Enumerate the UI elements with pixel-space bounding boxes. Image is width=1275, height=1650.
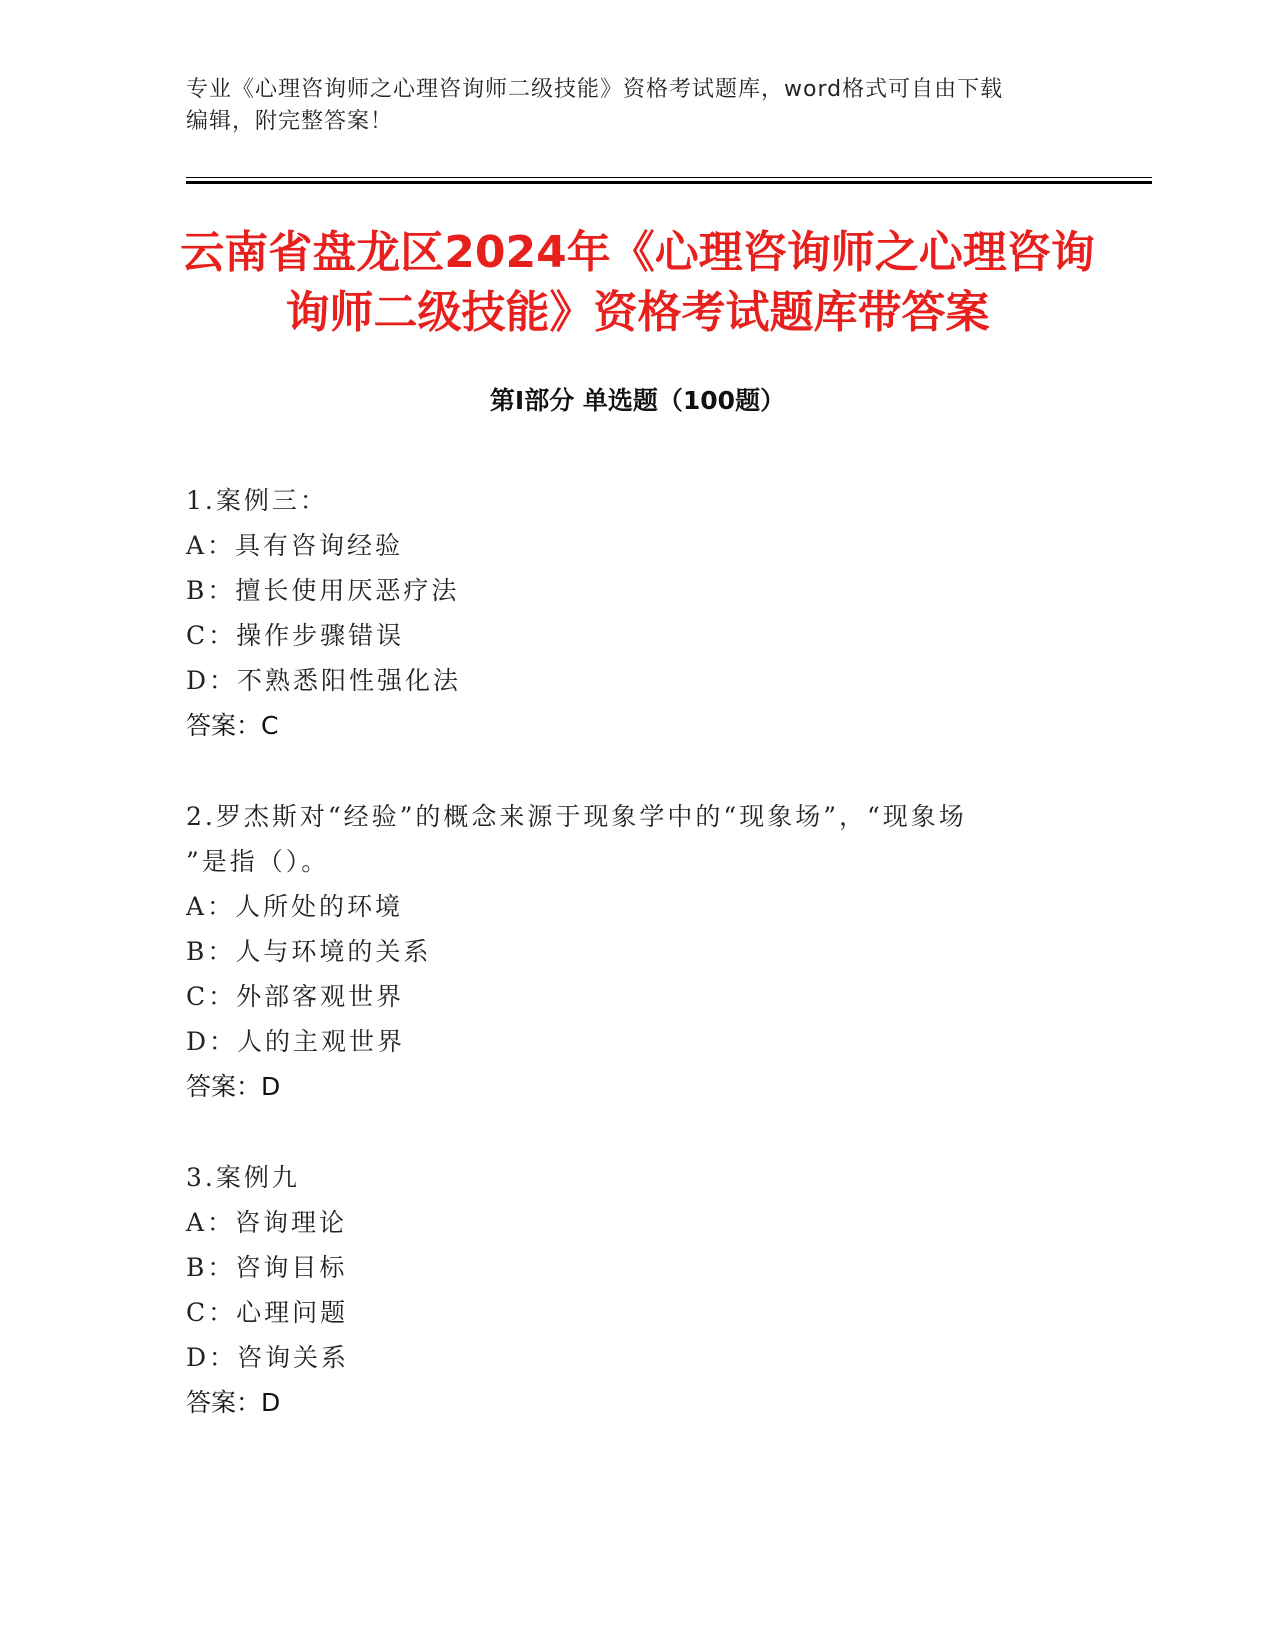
header-divider-thin (186, 177, 1152, 178)
header-note-line-2: 编辑，附完整答案！ (186, 109, 394, 134)
answer: 答案：C (186, 711, 279, 740)
header-note (186, 74, 1086, 138)
question-stem: 1.案例三： (186, 486, 328, 515)
question-stem: 2.罗杰斯对“经验”的概念来源于现象学中的“现象场”，“现象场 (186, 802, 967, 831)
question-3 (186, 1155, 1086, 1425)
option-a: A：人所处的环境 (186, 892, 404, 921)
document-title (150, 223, 1125, 343)
document-title-line-1: 云南省盘龙区2024年《心理咨询师之心理咨询 (180, 227, 1095, 278)
section-title: 第Ⅰ部分 单选题（100题） (489, 386, 786, 415)
option-d: D：人的主观世界 (186, 1027, 406, 1056)
option-d: D：不熟悉阳性强化法 (186, 666, 462, 695)
option-b: B：人与环境的关系 (186, 937, 432, 966)
option-d: D：咨询关系 (186, 1343, 350, 1372)
question-stem: 3.案例九 (186, 1163, 300, 1192)
option-a: A：咨询理论 (186, 1208, 348, 1237)
document-title-line-2: 询师二级技能》资格考试题库带答案 (285, 287, 990, 338)
option-b: B：咨询目标 (186, 1253, 348, 1282)
question-stem-continued: ”是指（）。 (186, 847, 330, 876)
question-2 (186, 794, 1086, 1109)
question-1 (186, 478, 1086, 748)
option-c: C：操作步骤错误 (186, 621, 405, 650)
option-b: B：擅长使用厌恶疗法 (186, 576, 460, 605)
option-a: A：具有咨询经验 (186, 531, 404, 560)
option-c: C：心理问题 (186, 1298, 349, 1327)
header-note-line-1: 专业《心理咨询师之心理咨询师二级技能》资格考试题库，word格式可自由下载 (186, 77, 1004, 102)
option-c: C：外部客观世界 (186, 982, 405, 1011)
answer: 答案：D (186, 1072, 281, 1101)
question-list (186, 478, 1086, 1471)
answer: 答案：D (186, 1388, 281, 1417)
header-divider-thick (186, 181, 1152, 184)
